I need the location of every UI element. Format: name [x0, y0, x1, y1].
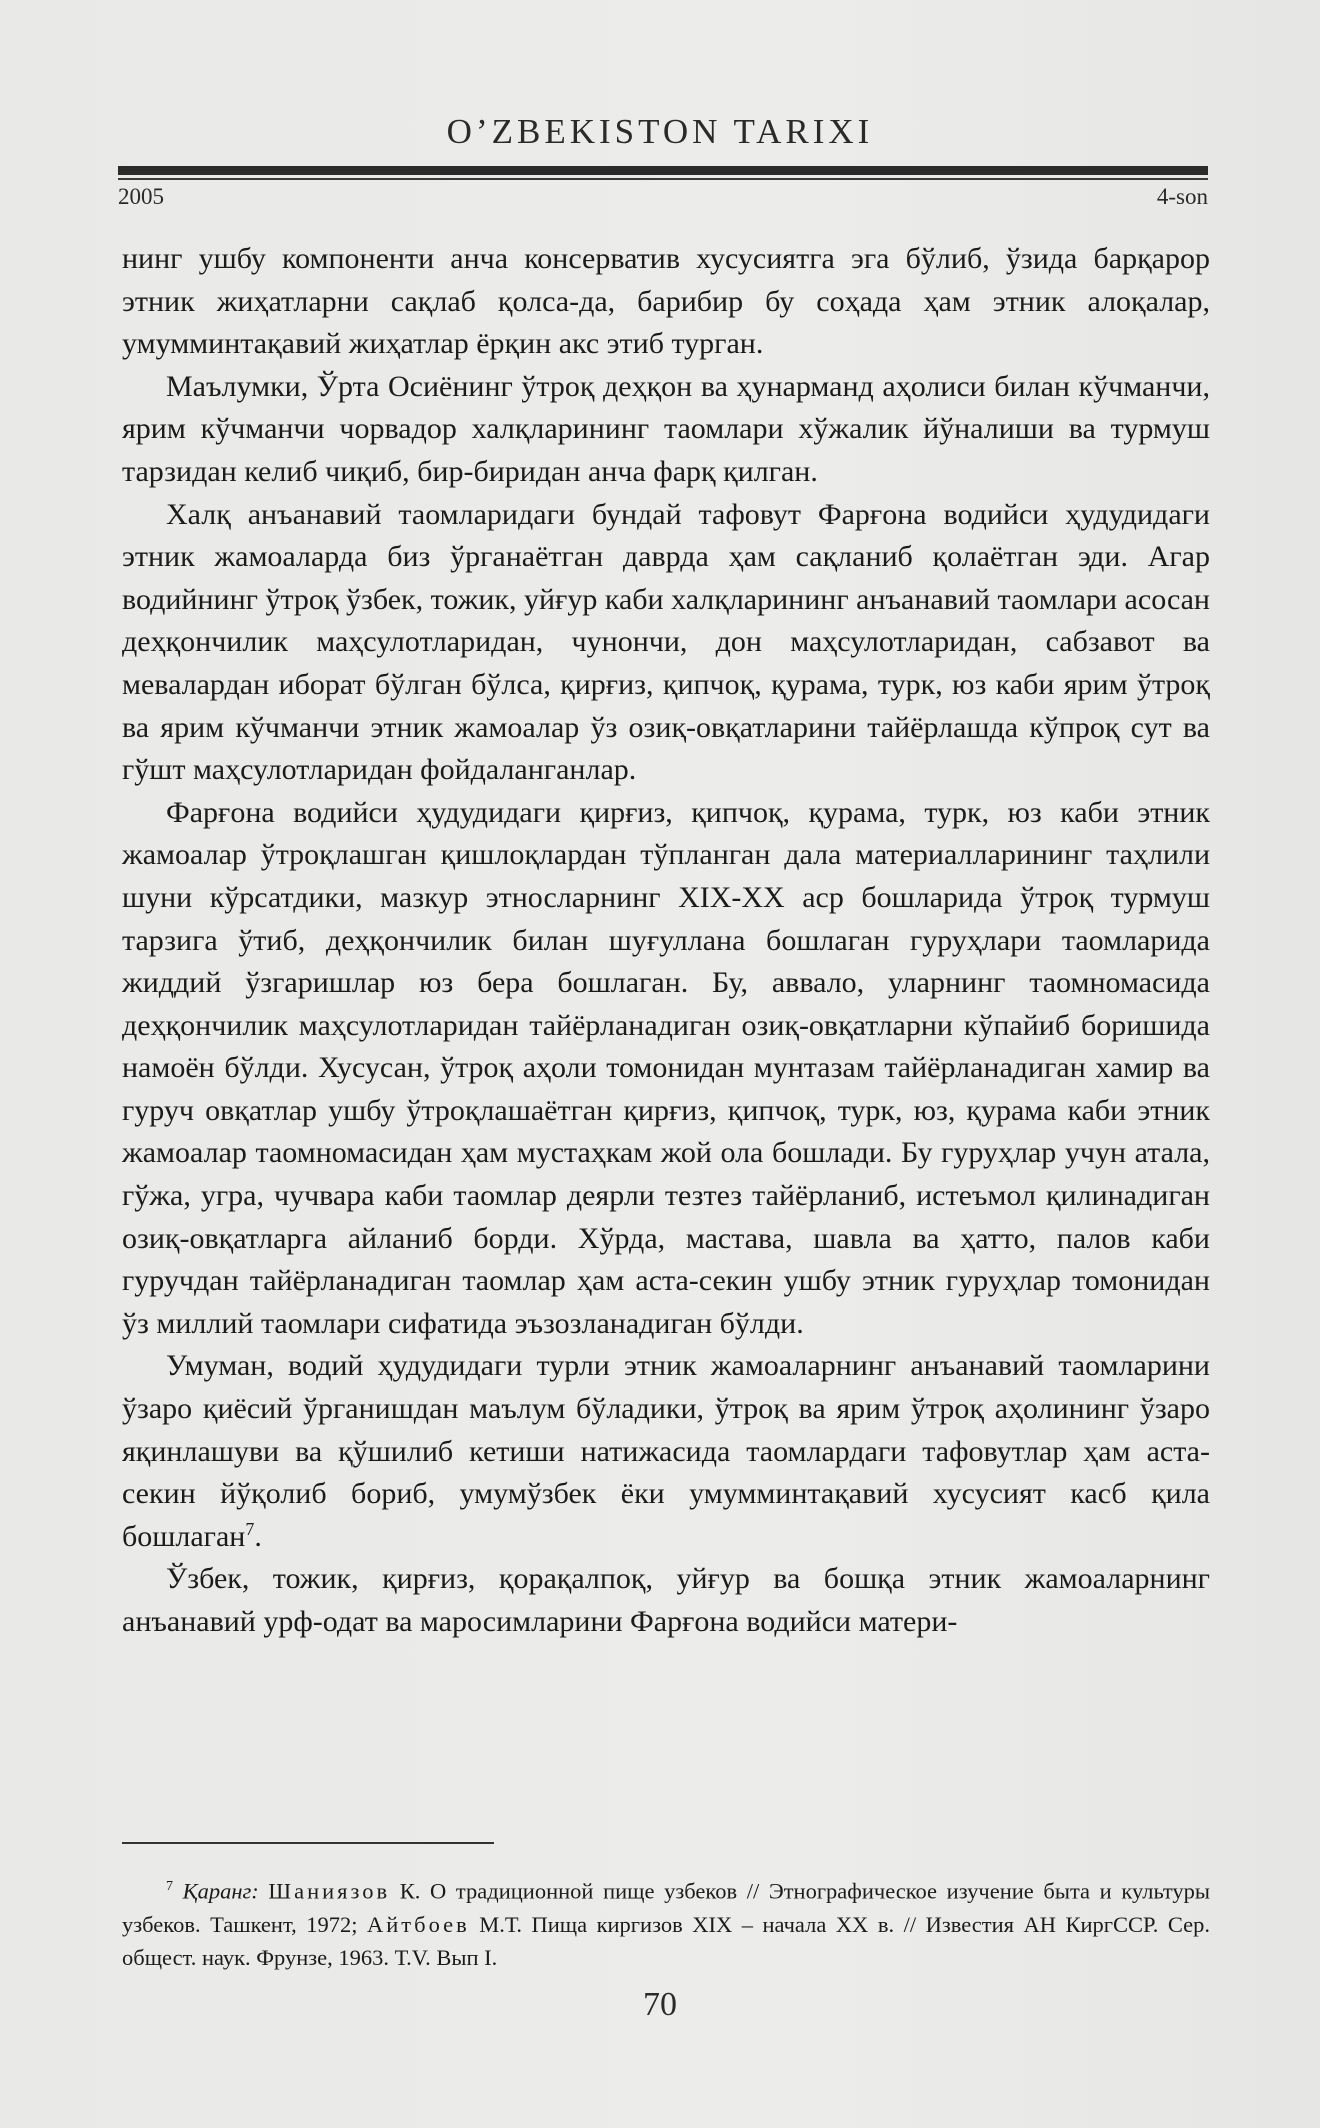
footnote-author-2: Айтбоев: [367, 1911, 470, 1937]
header-rule-thick: [118, 166, 1208, 175]
header-meta: [118, 184, 1208, 210]
footnote-author-1: Шаниязов: [268, 1878, 391, 1904]
footnote-reference: 7: [245, 1518, 255, 1539]
footnote: [122, 1870, 1210, 1974]
paragraph-2: Маълумки, Ўрта Осиёнинг ўтроқ деҳқон ва ҳунарманд аҳолиси билан кўчманчи, ярим кўчманчи чорвадор халқларининг таомлари хўжалик йўналиши ва турмуш тарзидан келиб чиқиб, бир-биридан анча фарқ қилган.: [122, 369, 1210, 488]
footnote-text-1: К. О традиционной пище узбеков // Этнографическое изучение быта и культуры узбеков. Ташкент, 1972;: [122, 1878, 1211, 1937]
footnote-number: 7: [166, 1879, 173, 1894]
journal-title: O’ZBEKISTON TARIXI: [446, 112, 874, 151]
paragraph-5-end: .: [254, 1519, 262, 1553]
paragraph-4: Фарғона водийси ҳудудидаги қирғиз, қипчоқ, қурама, турк, юз каби этник жамоалар ўтроқлашган қишлоқлардан тўпланган дала материалларининг таҳлили шуни кўрсатдики, мазкур этносларнинг XIX-XX аср бошларида ўтроқ турмуш тарзига ўтиб, деҳқончилик билан шуғуллана бошлаган гуруҳлари таомларида жиддий ўзгаришлар юз бера бошлаган. Бу, аввало, уларнинг таомномасида деҳқончилик маҳсулотларидан тайёрланадиган озиқ-овқатларни кўпайиб боришида намоён бўлди. Хусусан, ўтроқ аҳоли томонидан мунтазам тайёрланадиган хамир ва гуруч овқатлар ушбу ўтроқлашаётган қирғиз, қипчоқ, турк, юз, қурама каби этник жамоалар таомномасидан ҳам мустаҳкам жой ола бошлади. Бу гуруҳлар учун атала, гўжа, угра, чучвара каби таомлар деярли тезтез тайёрланиб, истеъмол қилинадиган озиқ-овқатларга айланиб борди. Хўрда, мастава, шавла ва ҳатто, палов каби гуручдан тайёрланадиган таомлар ҳам аста-секин ушбу этник гуруҳлар томонидан ўз миллий таомлари сифатида эъзозланадиган бўлди.: [122, 795, 1210, 1340]
footnote-divider: [122, 1842, 494, 1844]
issue-year: 2005: [118, 184, 164, 209]
paragraph-1: нинг ушбу компоненти анча консерватив хусусиятга эга бўлиб, ўзида барқарор этник жиҳатларни сақлаб қолса-да, барибир бу соҳада ҳам этник алоқалар, умумминтақавий жиҳатлар ёрқин акс этиб турган.: [122, 242, 1210, 361]
header-rule-thin: [118, 178, 1208, 180]
paragraph-5: [122, 1345, 1210, 1558]
article-body: [122, 238, 1210, 1644]
page-number: 70: [643, 1986, 677, 2023]
issue-number: 4-son: [1156, 184, 1208, 209]
paragraph-3: Халқ анъанавий таомларидаги бундай тафовут Фарғона водийси ҳудудидаги этник жамоаларда биз ўрганаётган даврда ҳам сақланиб қолаётган эди. Агар водийнинг ўтроқ ўзбек, тожик, уйғур каби халқларининг анъанавий таомлари асосан деҳқончилик маҳсулотларидан, чунончи, дон маҳсулотларидан, сабзавот ва мевалардан иборат бўлган бўлса, қирғиз, қипчоқ, қурама, турк, юз каби ярим ўтроқ ва ярим кўчманчи этник жамоалар ўз озиқ-овқатларини тайёрлашда кўпроқ сут ва гўшт маҳсулотларидан фойдаланганлар.: [122, 497, 1210, 787]
paragraph-5-text: Умуман, водий ҳудудидаги турли этник жамоаларнинг анъанавий таомларини ўзаро қиёсий ўрганишдан маълум бўладики, ўтроқ ва ярим ўтроқ аҳолининг ўзаро яқинлашуви ва қўшилиб кетиши натижасида таомлардаги тафовутлар ҳам аста-секин йўқолиб бориб, умумўзбек ёки умумминтақавий хусусият касб қила бошлаган: [122, 1349, 1210, 1553]
footnote-see: Қаранг:: [182, 1878, 259, 1904]
paragraph-6: Ўзбек, тожик, қирғиз, қорақалпоқ, уйғур ва бошқа этник жамоаларнинг анъанавий урф-одат ва маросимларини Фарғона водийси матери-: [122, 1562, 1210, 1638]
footnote-text-2: М.Т. Пища киргизов XIX – начала XX в. // Известия АН КиргССР. Сер. общест. наук. Фрунзе, 1963. Т.V. Вып I.: [122, 1911, 1210, 1970]
